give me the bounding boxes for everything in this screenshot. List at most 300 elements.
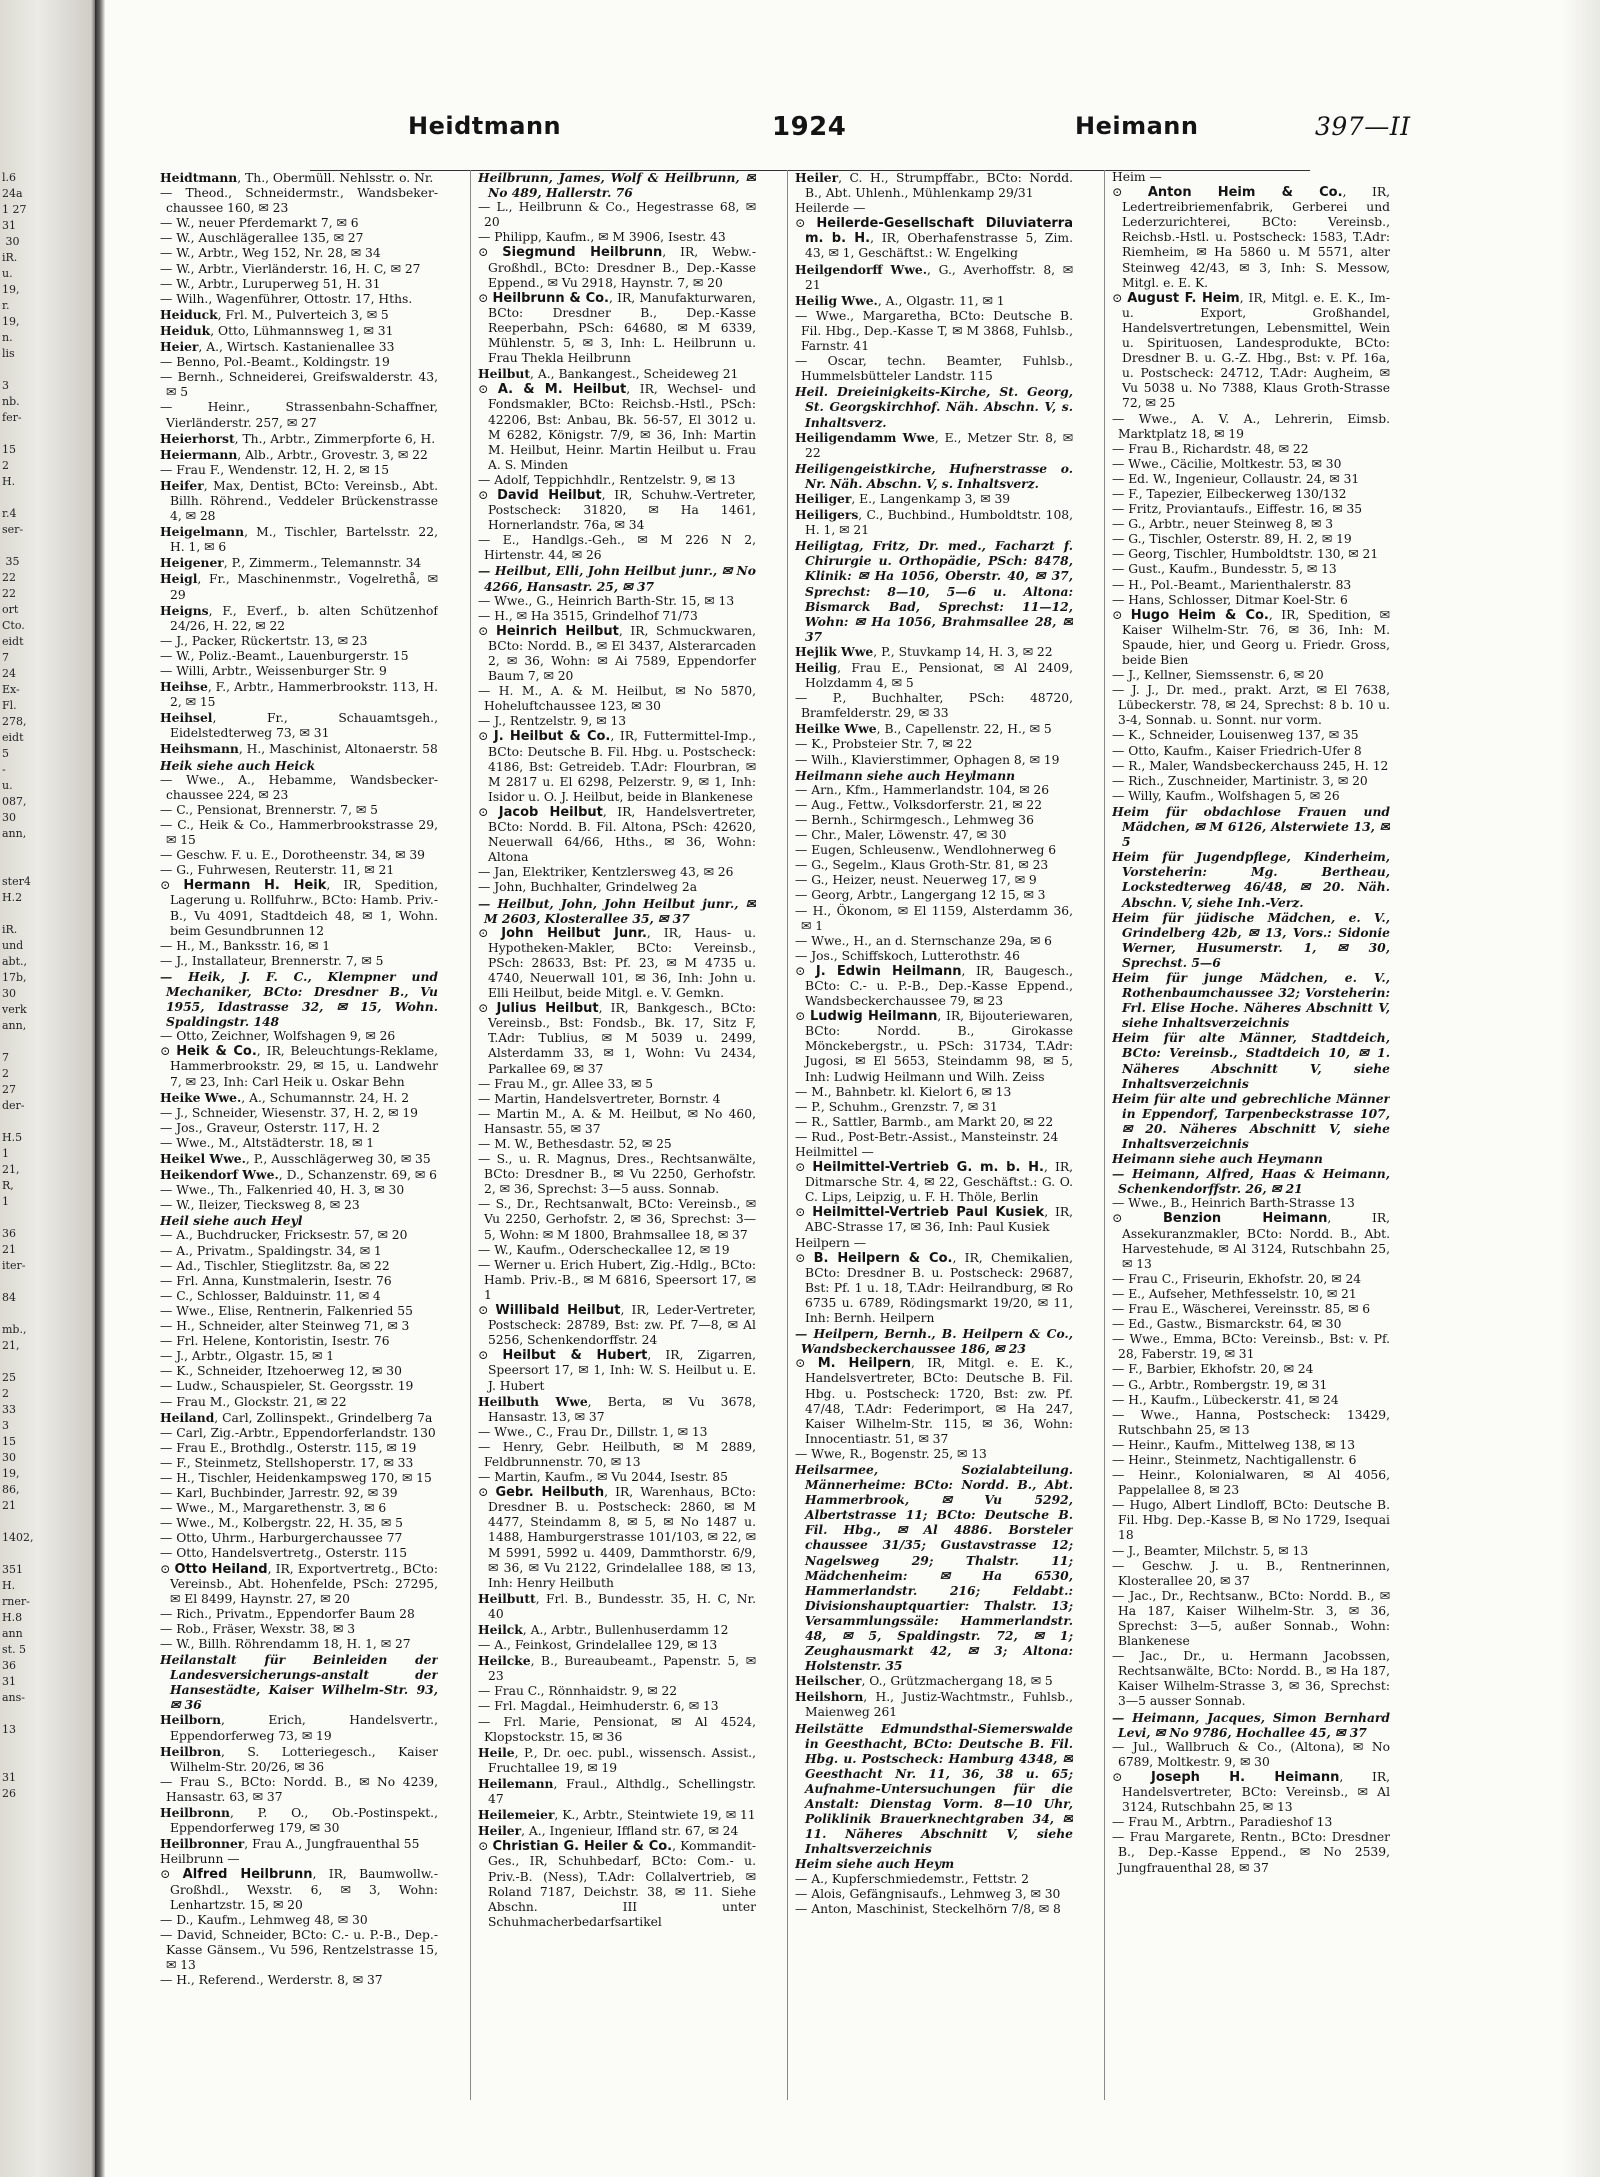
directory-entry: Heiligers, C., Buchbind., Humboldtstr. 108, H. 1, ✉ 21: [795, 507, 1073, 538]
directory-entry: ⊙ Anton Heim & Co., IR, Ledertreibriemenfabrik, Gerberei und Lederzurichterei, BCto: Vereinsb., Reichsb.-Hstl. u. Postscheck: 1583, T.Adr: Riemheim, ✉ Ha 5860 u. M 5571, alter Steinweg 42/43, ✉ 3, Inh: S. Messow, Mitgl. e. E. K.: [1112, 185, 1390, 290]
surname: Heikendorf Wwe.: [160, 1167, 279, 1183]
directory-entry: — C., Heik & Co., Hammerbrookstrasse 29, ✉ 15: [160, 817, 438, 848]
firm-name: J. Edwin Heilmann: [815, 963, 962, 979]
header-year: 1924: [772, 112, 847, 142]
surname: Heile: [478, 1744, 515, 1760]
directory-entry: — Gust., Kaufm., Bundesstr. 5, ✉ 13: [1112, 562, 1337, 577]
directory-entry: — Wwe., Elise, Rentnerin, Falkenried 55: [160, 1303, 413, 1318]
directory-entry: — Otto, Kaufm., Kaiser Friedrich-Ufer 8: [1112, 743, 1362, 758]
directory-entry: — Willy, Kaufm., Wolfshagen 5, ✉ 26: [1112, 788, 1340, 803]
firm-name: Heilmittel-Vertrieb Paul Kusiek: [812, 1205, 1045, 1221]
directory-column-3: [795, 170, 1073, 2100]
directory-entry: — G., Heizer, neust. Neuerweg 17, ✉ 9: [795, 873, 1037, 888]
directory-entry: — G., Arbtr., Rombergstr. 19, ✉ 31: [1112, 1377, 1328, 1392]
directory-entry: Heil siehe auch Heyl: [160, 1213, 303, 1229]
directory-entry: ⊙ August F. Heim, IR, Mitgl. e. E. K., Im- u. Export, Großhandel, Handelsvertretungen, Lebensmittel, Wein u. Spirituosen, Landesprodukte, BCto: Dresdner B. u. G.-Z. Hbg., Bst: v. Pf. 16a, u. Postscheck: 24712, T.Adr: Augheim, ✉ Vu 5038 u. No 7388, Klaus Groth-Strasse 72, ✉ 25: [1112, 290, 1390, 411]
directory-entry: Heiligengeistkirche, Hufnerstrasse o. Nr. Näh. Abschn. V, s. Inhaltsverz.: [795, 460, 1073, 491]
directory-entry: — Frau E., Brothdlg., Osterstr. 115, ✉ 19: [160, 1440, 417, 1455]
directory-entry: Heilborn, Erich, Handelsvertr., Eppendorferweg 73, ✉ 19: [160, 1712, 438, 1743]
surname: Heikel Wwe.: [160, 1151, 246, 1166]
directory-entry: Heike Wwe., A., Schumannstr. 24, H. 2: [160, 1089, 410, 1105]
directory-entry: Heihsmann, H., Maschinist, Altonaerstr. 58: [160, 741, 438, 757]
firm-name: M. Heilpern: [817, 1356, 911, 1372]
directory-entry: — Wwe., M., Kolbergstr. 22, H. 35, ✉ 5: [160, 1516, 403, 1531]
directory-entry: — C., Pensionat, Brennerstr. 7, ✉ 5: [160, 802, 378, 817]
directory-entry: — Wwe., Emma, BCto: Vereinsb., Bst: v. Pf. 28, Faberstr. 19, ✉ 31: [1112, 1332, 1390, 1362]
surname: Heilgendorff Wwe.: [795, 261, 928, 277]
directory-entry: — Adolf, Teppichhdlr., Rentzelstr. 9, ✉ 13: [478, 472, 736, 487]
directory-entry: — W., Ileizer, Tiecksweg 8, ✉ 23: [160, 1198, 360, 1213]
directory-entry: Heile, P., Dr. oec. publ., wissensch. Assist., Fruchtallee 19, ✉ 19: [478, 1744, 756, 1775]
directory-entry: — F., Barbier, Ekhofstr. 20, ✉ 24: [1112, 1362, 1314, 1377]
directory-entry: — Jan, Elektriker, Kentzlersweg 43, ✉ 26: [478, 865, 734, 880]
directory-entry: Heihse, F., Arbtr., Hammerbrookstr. 113, H. 2, ✉ 15: [160, 679, 438, 710]
firm-name: Christian G. Heiler & Co.: [492, 1839, 673, 1855]
directory-entry: — Philipp, Kaufm., ✉ M 3906, Isestr. 43: [478, 230, 726, 245]
directory-entry: — Jos., Schiffskoch, Lutterothstr. 46: [795, 948, 1020, 963]
directory-entry: Heilcke, B., Bureaubeamt., Papenstr. 5, ✉ 23: [478, 1653, 756, 1684]
surname: Heihsmann: [160, 741, 239, 757]
directory-entry: — Wilh., Wagenführer, Ottostr. 17, Hths.: [160, 291, 413, 306]
directory-entry: Heim für alte und gebrechliche Männer in Eppendorf, Tarpenbeckstrasse 107, ✉ 20. Näheres Abschnitt V, siehe Inhaltsverzeichnis: [1112, 1090, 1390, 1151]
column-divider: [470, 170, 471, 2100]
surname: Heidtmann: [160, 170, 238, 185]
directory-entry: — Wwe., G., Heinrich Barth-Str. 15, ✉ 13: [478, 593, 735, 608]
directory-entry: — Frl. Anna, Kunstmalerin, Isestr. 76: [160, 1273, 392, 1288]
directory-entry: ⊙ Heilmittel-Vertrieb Paul Kusiek, IR, ABC-Strasse 17, ✉ 36, Inh: Paul Kusiek: [795, 1205, 1073, 1235]
directory-entry: — Wwe, R., Bogenstr. 25, ✉ 13: [795, 1446, 987, 1461]
directory-entry: — Wwe., A., Hebamme, Wandsbecker-chaussee 224, ✉ 23: [160, 772, 438, 802]
directory-entry: — P., Schuhm., Grenzstr. 7, ✉ 31: [795, 1099, 998, 1114]
directory-entry: ⊙ Otto Heiland, IR, Exportvertretg., BCto: Vereinsb., Abt. Hohenfelde, PSch: 27295, ✉ El 8499, Haynstr. 27, ✉ 20: [160, 1561, 438, 1606]
surname: Heiliger: [795, 490, 852, 506]
directory-entry: Heier, A., Wirtsch. Kastanienallee 33: [160, 339, 395, 355]
directory-entry: ⊙ Heinrich Heilbut, IR, Schmuckwaren, BCto: Nordd. B., ✉ El 3437, Alsterarcaden 2, ✉ 36, Wohn: ✉ Ai 7589, Eppendorfer Baum 7, ✉ 20: [478, 623, 756, 684]
directory-entry: — Benno, Pol.-Beamt., Koldingstr. 19: [160, 355, 390, 370]
directory-entry: — Heik, J. F. C., Klempner und Mechaniker, BCto: Dresdner B., Vu 1955, Idastrasse 32, ✉ 15, Wohn. Spaldingstr. 148: [160, 968, 438, 1030]
directory-entry: — Arn., Kfm., Hammerlandstr. 104, ✉ 26: [795, 782, 1050, 797]
directory-entry: — Rich., Zuschneider, Martinistr. 3, ✉ 20: [1112, 773, 1368, 788]
directory-entry: — L., Heilbrunn & Co., Hegestrasse 68, ✉ 20: [478, 200, 756, 230]
directory-entry: ⊙ A. & M. Heilbut, IR, Wechsel- und Fondsmakler, BCto: Reichsb.-Hstl., PSch: 42206, Bst: Anbau, Bk. 56-57, El 3012 u. M 6282, Königstr. 7/9, ✉ 36, Inh: Martin M. Heilbut, Heinr. Martin Heilbut u. Frau A. S. Minden: [478, 382, 756, 472]
directory-entry: — E., Aufseher, Methfesselstr. 10, ✉ 21: [1112, 1286, 1357, 1301]
surname: Heiligendamm Wwe: [795, 429, 935, 445]
firm-name: August F. Heim: [1127, 290, 1240, 306]
directory-entry: — G., Segelm., Klaus Groth-Str. 81, ✉ 23: [795, 858, 1049, 873]
directory-entry: — Aug., Fettw., Volksdorferstr. 21, ✉ 22: [795, 797, 1043, 812]
directory-entry: Heim für jüdische Mädchen, e. V., Grindelberg 42b, ✉ 13, Vors.: Sidonie Werner, Husumerstr. 1, ✉ 30, Sprechst. 5—6: [1112, 909, 1390, 970]
directory-entry: Heiduck, Frl. M., Pulverteich 3, ✉ 5: [160, 306, 389, 322]
directory-entry: — J., Installateur, Brennerstr. 7, ✉ 5: [160, 953, 384, 968]
directory-entry: — Wwe., B., Heinrich Barth-Strasse 13: [1112, 1196, 1355, 1211]
directory-entry: — Karl, Buchbinder, Jarrestr. 92, ✉ 39: [160, 1486, 398, 1501]
directory-entry: Heilgendorff Wwe., G., Averhoffstr. 8, ✉ 21: [795, 261, 1073, 292]
directory-entry: — H., M., Banksstr. 16, ✉ 1: [160, 938, 331, 953]
directory-column-1: [160, 170, 438, 2100]
directory-entry: — Bernh., Schirmgesch., Lehmweg 36: [795, 812, 1034, 827]
firm-name: David Heilbut: [497, 487, 602, 503]
firm-name: Heinrich Heilbut: [495, 623, 619, 639]
directory-entry: — Heimann, Alfred, Haas & Heimann, Schenkendorffstr. 26, ✉ 21: [1112, 1166, 1390, 1197]
firm-name: John Heilbut Junr.: [501, 925, 647, 941]
directory-entry: — Martin M., A. & M. Heilbut, ✉ No 460, Hansastr. 55, ✉ 37: [478, 1106, 756, 1136]
directory-entry: — Geschw. J. u. B., Rentnerinnen, Klosterallee 20, ✉ 37: [1112, 1558, 1390, 1588]
directory-entry: Heilck, A., Arbtr., Bullenhuserdamm 12: [478, 1622, 729, 1637]
directory-entry: — Wwe., Margaretha, BCto: Deutsche B. Fil. Hbg., Dep.-Kasse T, ✉ M 3868, Fuhlsb., Farnstr. 41: [795, 308, 1073, 354]
surname: Heilbron: [160, 1743, 222, 1759]
directory-entry: ⊙ Julius Heilbut, IR, Bankgesch., BCto: Vereinsb., Bst: Fondsb., Bk. 17, Sitz F, T.Adr: Tublius, ✉ M 5039 u. 2499, Alsterdamm 33, ✉ 1, Wohn: Vu 2434, Parkallee 69, ✉ 37: [478, 1001, 756, 1076]
surname: Heilemann: [478, 1775, 554, 1791]
directory-entry: — W., Arbtr., Vierländerstr. 16, H. C, ✉ 27: [160, 261, 421, 276]
directory-entry: Heim für obdachlose Frauen und Mädchen, ✉ M 6126, Alsterwiete 13, ✉ 5: [1112, 803, 1390, 850]
firm-name: Alfred Heilbrunn: [182, 1867, 313, 1883]
directory-entry: — Geschw. F. u. E., Dorotheenstr. 34, ✉ 39: [160, 848, 425, 863]
directory-column-2: [478, 170, 756, 2100]
surname: Heiduk: [160, 322, 211, 338]
directory-entry: — Wwe., Th., Falkenried 40, H. 3, ✉ 30: [160, 1183, 405, 1198]
directory-entry: — Heinr., Strassenbahn-Schaffner, Vierländerstr. 257, ✉ 27: [160, 400, 438, 430]
directory-entry: — Jac., Dr., u. Hermann Jacobssen, Rechtsanwälte, BCto: Nordd. B., ✉ Ha 187, Kaiser Wilhelm-Strasse 3, ✉ 36, Sprechst: 3—5 ausser Sonnab.: [1112, 1649, 1390, 1709]
page-gutter: [95, 0, 105, 2177]
directory-entry: — H., Kaufm., Lübeckerstr. 41, ✉ 24: [1112, 1392, 1339, 1407]
directory-entry: — Fritz, Proviantaufs., Eiffestr. 16, ✉ 35: [1112, 502, 1363, 517]
directory-entry: — M. W., Bethesdastr. 52, ✉ 25: [478, 1137, 672, 1151]
directory-entry: — Martin, Handelsvertreter, Bornstr. 4: [478, 1091, 721, 1106]
directory-entry: — K., Probsteier Str. 7, ✉ 22: [795, 737, 973, 752]
directory-entry: — W., Auschlägerallee 135, ✉ 27: [160, 231, 364, 246]
directory-entry: — Ed., Gastw., Bismarckstr. 64, ✉ 30: [1112, 1317, 1342, 1332]
page-edge: [1560, 0, 1600, 2177]
directory-entry: — Frau F., Wendenstr. 12, H. 2, ✉ 15: [160, 462, 390, 477]
directory-entry: Heilstätte Edmundsthal-Siemerswalde in Geesthacht, BCto: Deutsche B. Fil. Hbg. u. Postscheck: Hamburg 4348, ✉ Geesthacht Nr. 11, 36, 38 u. 65; Aufnahme-Untersuchungen für die Anstalt: Dienstag Vorm. 8—10 Uhr, Poliklinik Brauerknechtgraben 34, ✉ 11. Näheres Abschnitt V, siehe Inhaltsverzeichnis: [795, 1720, 1073, 1857]
directory-entry: — Henry, Gebr. Heilbuth, ✉ M 2889, Feldbrunnenstr. 70, ✉ 13: [478, 1439, 756, 1469]
directory-entry: Heiermann, Alb., Arbtr., Grovestr. 3, ✉ 22: [160, 446, 428, 462]
surname: Heilbronn: [160, 1805, 230, 1821]
directory-entry: — Wwe., Hanna, Postscheck: 13429, Rutschbahn 25, ✉ 13: [1112, 1407, 1390, 1437]
directory-entry: — Chr., Maler, Löwenstr. 47, ✉ 30: [795, 828, 1007, 843]
directory-entry: Heilbrunn —: [160, 1852, 240, 1867]
surname: Heilig Wwe.: [795, 292, 878, 308]
header-right-word: Heimann: [1075, 112, 1199, 140]
firm-name: J. Heilbut & Co.: [493, 729, 611, 745]
directory-entry: Heigl, Fr., Maschinenmstr., Vogelrethå, ✉ 29: [160, 571, 438, 602]
directory-entry: — W., Poliz.-Beamt., Lauenburgerstr. 15: [160, 648, 409, 663]
surname: Heilke Wwe: [795, 721, 877, 737]
directory-entry: — Carl, Zig.-Arbtr., Eppendorferlandstr. 130: [160, 1425, 436, 1440]
directory-entry: ⊙ B. Heilpern & Co., IR, Chemikalien, BCto: Dresdner B. u. Postscheck: 29687, Bst: Pf. 1 u. 18, T.Adr: Heilrandburg, ✉ Ro 6735 u. 6789, Rödingsmarkt 19/20, ✉ 11, Inh: Bernh. Heilpern: [795, 1250, 1073, 1326]
firm-name: Anton Heim & Co.: [1147, 185, 1343, 201]
directory-entry: Heilerde —: [795, 201, 866, 216]
directory-entry: Heigelmann, M., Tischler, Bartelsstr. 22, H. 1, ✉ 6: [160, 524, 438, 555]
directory-entry: — Frau Margarete, Rentn., BCto: Dresdner B., Dep.-Kasse Eppend., ✉ No 2539, Jungfrauenthal 28, ✉ 37: [1112, 1830, 1390, 1875]
directory-entry: — Ad., Tischler, Stieglitzstr. 8a, ✉ 22: [160, 1258, 390, 1273]
directory-entry: Heihsel, Fr., Schauamtsgeh., Eidelstedterweg 73, ✉ 31: [160, 710, 438, 741]
surname: Heilborn: [160, 1712, 222, 1728]
directory-entry: — Frau M., gr. Allee 33, ✉ 5: [478, 1076, 654, 1091]
directory-entry: — Heinr., Steinmetz, Nachtigallenstr. 6: [1112, 1452, 1357, 1467]
header-page-number: 397—II: [1315, 112, 1411, 141]
directory-entry: Heikel Wwe., P., Ausschlägerweg 30, ✉ 35: [160, 1151, 431, 1166]
directory-entry: Heim für alte Männer, Stadtdeich, BCto: Vereinsb., Stadtdeich 10, ✉ 1. Näheres Abschnitt V, siehe Inhaltsverzeichnis: [1112, 1030, 1390, 1091]
directory-entry: ⊙ J. Edwin Heilmann, IR, Baugesch., BCto: C.- u. P.-B., Dep.-Kasse Eppend., Wandsbeckerchaussee 79, ✉ 23: [795, 963, 1073, 1009]
directory-entry: — Ludw., Schauspieler, St. Georgsstr. 19: [160, 1379, 414, 1394]
directory-entry: — Wwe., M., Margarethenstr. 3, ✉ 6: [160, 1501, 387, 1516]
directory-entry: — S., u. R. Magnus, Dres., Rechtsanwälte, BCto: Dresdner B., ✉ Vu 2250, Gerhofstr. 2, ✉ 36, Sprechst: 3—5 auss. Sonnab.: [478, 1152, 756, 1197]
directory-entry: Heiler, C. H., Strumpffabr., BCto: Nordd. B., Abt. Uhlenh., Mühlenkamp 29/31: [795, 170, 1073, 201]
directory-entry: Heilsarmee, Sozialabteilung. Männerheime: BCto: Nordd. B., Abt. Hammerbrook, ✉ Vu 5292, Albertstrasse 11; BCto: Deutsche B. Fil. Hbg., ✉ Al 4886. Borsteler chaussee 31/35; Gustavstrasse 12; Nagelsweg 29; Thalstr. 11; Mädchenheim: ✉ Ha 6530, Hammerlandstr. 216; Feldabt.: Divisionshauptquartier: Thalstr. 13; Versammlungssäle: Hammerlandstr. 48, ✉ 5, Spaldingstr. 72, ✉ 1; Zeughausmarkt 42, ✉ 3; Altona: Holstenstr. 35: [795, 1461, 1073, 1674]
directory-entry: — Heinr., Kolonialwaren, ✉ Al 4056, Pappelallee 8, ✉ 23: [1112, 1468, 1390, 1498]
directory-entry: Hejlik Wwe, P., Stuvkamp 14, H. 3, ✉ 22: [795, 643, 1053, 659]
directory-entry: — P., Buchhalter, PSch: 48720, Bramfelderstr. 29, ✉ 33: [795, 691, 1073, 721]
directory-entry: — J., Schneider, Wiesenstr. 37, H. 2, ✉ 19: [160, 1105, 419, 1120]
directory-entry: ⊙ Heik & Co., IR, Beleuchtungs-Reklame, Hammerbrookstr. 29, ✉ 15, u. Landwehr 7, ✉ 23, Inh: Carl Heik u. Oskar Behn: [160, 1044, 438, 1089]
firm-name: Hugo Heim & Co.: [1130, 607, 1269, 623]
directory-entry: — Frau M., Glockstr. 21, ✉ 22: [160, 1394, 347, 1409]
directory-entry: Heilig Wwe., A., Olgastr. 11, ✉ 1: [795, 292, 1005, 308]
directory-entry: ⊙ Heilbrunn & Co., IR, Manufakturwaren, BCto: Dresdner B., Dep.-Kasse Reeperbahn, PSch: 64680, ✉ M 6339, Mühlenstr. 5, ✉ 3, Inh: L. Heilbrunn u. Frau Thekla Heilbrunn: [478, 290, 756, 366]
directory-entry: — G., Arbtr., neuer Steinweg 8, ✉ 3: [1112, 517, 1334, 532]
directory-entry: — C., Schlosser, Balduinstr. 11, ✉ 4: [160, 1288, 381, 1303]
directory-entry: Heilemeier, K., Arbtr., Steintwiete 19, ✉ 11: [478, 1807, 756, 1823]
directory-entry: Heiliger, E., Langenkamp 3, ✉ 39: [795, 490, 1011, 506]
directory-entry: ⊙ Hugo Heim & Co., IR, Spedition, ✉ Kaiser Wilhelm-Str. 76, ✉ 36, Inh: M. Spaude, hier, und Georg u. Friedr. Gross, beide Bien: [1112, 607, 1390, 667]
directory-entry: — Frl. Magdal., Heimhuderstr. 6, ✉ 13: [478, 1699, 719, 1714]
directory-entry: — Bernh., Schneiderei, Greifswalderstr. 43, ✉ 5: [160, 370, 438, 400]
directory-entry: — W., Kaufm., Oderscheckallee 12, ✉ 19: [478, 1242, 730, 1257]
directory-entry: — Jul., Wallbruch & Co., (Altona), ✉ No 6789, Moltkestr. 9, ✉ 30: [1112, 1739, 1390, 1769]
directory-entry: — J., Rentzelstr. 9, ✉ 13: [478, 714, 627, 729]
directory-entry: — K., Schneider, Louisenweg 137, ✉ 35: [1112, 728, 1359, 743]
directory-entry: — Frl. Marie, Pensionat, ✉ Al 4524, Klopstockstr. 15, ✉ 36: [478, 1714, 756, 1744]
directory-entry: Heil. Dreieinigkeits-Kirche, St. Georg, St. Georgskirchhof. Näh. Abschn. V, s. Inhaltsverz.: [795, 384, 1073, 430]
directory-entry: ⊙ J. Heilbut & Co., IR, Futtermittel-Imp., BCto: Deutsche B. Fil. Hbg. u. Postscheck: 4186, Bst: Getreideb. T.Adr: Flourbran, ✉ M 2817 u. El 6298, Pelzerstr. 9, ✉ 1, Inh: Isidor u. O. J. Heilbut, beide in Blankenese: [478, 729, 756, 804]
directory-entry: — Wwe., C., Frau Dr., Dillstr. 1, ✉ 13: [478, 1424, 708, 1439]
column-divider: [787, 170, 788, 2100]
directory-entry: Heiligendamm Wwe, E., Metzer Str. 8, ✉ 22: [795, 429, 1073, 460]
directory-entry: — J., Beamter, Milchstr. 5, ✉ 13: [1112, 1543, 1309, 1558]
firm-name: Otto Heiland: [174, 1561, 268, 1577]
directory-entry: — Heinr., Kaufm., Mittelweg 138, ✉ 13: [1112, 1437, 1356, 1452]
directory-entry: Heilmann siehe auch Heylmann: [795, 767, 1016, 783]
firm-name: Heilbrunn & Co.: [492, 290, 609, 306]
firm-name: Ludwig Heilmann: [810, 1009, 938, 1025]
directory-entry: — M., Bahnbetr. kl. Kielort 6, ✉ 13: [795, 1084, 1012, 1099]
directory-entry: — D., Kaufm., Lehmweg 48, ✉ 30: [160, 1912, 368, 1927]
surname: Heilscher: [795, 1673, 862, 1689]
directory-entry: ⊙ M. Heilpern, IR, Mitgl. e. E. K., Handelsvertreter, BCto: Deutsche B. Fil. Hbg. u. Postscheck: 1720, Bst: zw. Pf. 47/48, T.Adr: Federimport, ✉ Ha 247, Kaiser Wilhelm-Str. 115, ✉ 36, Wohn: Innocentiastr. 51, ✉ 37: [795, 1356, 1073, 1446]
surname: Heigns: [160, 602, 209, 618]
directory-entry: — Frau B., Richardstr. 48, ✉ 22: [1112, 441, 1309, 456]
directory-entry: — Heilbut, John, John Heilbut junr., ✉ M 2603, Klosterallee 35, ✉ 37: [478, 895, 756, 926]
directory-entry: — H., Ökonom, ✉ El 1159, Alsterdamm 36, ✉ 1: [795, 903, 1073, 933]
firm-name: Heik & Co.: [176, 1044, 257, 1060]
firm-name: Willibald Heilbut: [495, 1303, 621, 1319]
directory-entry: — Frau C., Rönnhaidstr. 9, ✉ 22: [478, 1684, 678, 1699]
directory-entry: Heilemann, Fraul., Althdlg., Schellingstr. 47: [478, 1775, 756, 1807]
directory-entry: Heik siehe auch Heick: [160, 757, 316, 773]
directory-entry: — Frau S., BCto: Nordd. B., ✉ No 4239, Hansastr. 63, ✉ 37: [160, 1774, 438, 1804]
directory-entry: — J. J., Dr. med., prakt. Arzt, ✉ El 7638, Lübeckerstr. 78, ✉ 24, Sprechst: 8 b. 10 u. 3-4, Sonnab. u. Sonnt. nur vorm.: [1112, 683, 1390, 728]
directory-entry: Heilanstalt für Beinleiden der Landesversicherungs-anstalt der Hansestädte, Kaiser Wilhelm-Str. 93, ✉ 36: [160, 1652, 438, 1713]
directory-entry: ⊙ Heilmittel-Vertrieb G. m. b. H., IR, Ditmarsche Str. 4, ✉ 22, Geschäftst.: G. O. C. Lips, Leipzig, u. F. H. Thöle, Berlin: [795, 1160, 1073, 1205]
directory-entry: — H., Referend., Werderstr. 8, ✉ 37: [160, 1973, 383, 1988]
directory-entry: Heilbutt, Frl. B., Bundesstr. 35, H. C, Nr. 40: [478, 1590, 756, 1621]
directory-entry: Heim siehe auch Heym: [795, 1856, 955, 1872]
directory-entry: Heierhorst, Th., Arbtr., Zimmerpforte 6, H.: [160, 430, 436, 446]
directory-entry: ⊙ Heilbut & Hubert, IR, Zigarren, Speersort 17, ✉ 1, Inh: W. S. Heilbut u. E. J. Hubert: [478, 1348, 756, 1393]
directory-entry: — K., Schneider, Itzehoerweg 12, ✉ 30: [160, 1364, 402, 1379]
directory-column-4: [1112, 170, 1390, 2100]
directory-entry: — Otto, Zeichner, Wolfshagen 9, ✉ 26: [160, 1029, 396, 1044]
directory-entry: — H., Pol.-Beamt., Marienthalerstr. 83: [1112, 577, 1352, 592]
directory-entry: — Hugo, Albert Lindloff, BCto: Deutsche B. Fil. Hbg. Dep.-Kasse B, ✉ No 1729, Isequai 18: [1112, 1498, 1390, 1543]
directory-entry: — John, Buchhalter, Grindelweg 2a: [478, 880, 698, 895]
directory-entry: — Jos., Graveur, Osterstr. 117, H. 2: [160, 1120, 380, 1135]
directory-entry: — Rob., Fräser, Wexstr. 38, ✉ 3: [160, 1621, 356, 1636]
directory-entry: Heimann siehe auch Heymann: [1112, 1151, 1323, 1167]
directory-entry: — G., Tischler, Osterstr. 89, H. 2, ✉ 19: [1112, 532, 1352, 547]
directory-entry: Heilke Wwe, B., Capellenstr. 22, H., ✉ 5: [795, 721, 1052, 737]
directory-entry: — J., Kellner, Siemssenstr. 6, ✉ 20: [1112, 668, 1324, 683]
directory-entry: Heilig, Frau E., Pensionat, ✉ Al 2409, Holzdamm 4, ✉ 5: [795, 660, 1073, 691]
firm-name: Heilbut & Hubert: [502, 1348, 648, 1364]
firm-name: Jacob Heilbut: [498, 804, 603, 820]
directory-entry: — H., Schneider, alter Steinweg 71, ✉ 3: [160, 1319, 410, 1334]
surname: Heigener: [160, 555, 224, 571]
surname: Heiduck: [160, 306, 218, 322]
surname: Heiermann: [160, 446, 238, 462]
directory-entry: Heigns, F., Everf., b. alten Schützenhof 24/26, H. 22, ✉ 22: [160, 602, 438, 633]
directory-entry: ⊙ Heilerde-Gesellschaft Diluviaterra m. b. H., IR, Oberhafenstrasse 5, Zim. 43, ✉ 1, Geschäftst.: W. Engelking: [795, 216, 1073, 261]
surname: Heilbutt: [478, 1590, 536, 1606]
surname: Heihse: [160, 679, 208, 695]
directory-entry: Heim für junge Mädchen, e. V., Rothenbaumchaussee 32; Vorsteherin: Frl. Elise Hoche. Näheres Abschnitt V, siehe Inhaltsverzeichnis: [1112, 969, 1390, 1031]
surname: Heihsel: [160, 710, 213, 726]
directory-entry: Heiduk, Otto, Lühmannsweg 1, ✉ 31: [160, 322, 394, 338]
firm-name: A. & M. Heilbut: [497, 382, 627, 398]
directory-entry: — W., Arbtr., Luruperweg 51, H. 31: [160, 276, 381, 291]
surname: Heier: [160, 339, 199, 355]
directory-entry: — E., Handlgs.-Geh., ✉ M 226 N 2, Hirtenstr. 44, ✉ 26: [478, 533, 756, 563]
directory-entry: — H. M., A. & M. Heilbut, ✉ No 5870, Hoheluftchaussee 123, ✉ 30: [478, 684, 756, 714]
directory-entry: — Eugen, Schleusenw., Wendlohnerweg 6: [795, 843, 1057, 858]
surname: Heiler: [795, 170, 839, 185]
directory-entry: ⊙ Gebr. Heilbuth, IR, Warenhaus, BCto: Dresdner B. u. Postscheck: 2860, ✉ M 4477, Steindamm 8, ✉ 5, ✉ No 1487 u. 1488, Hamburgerstrasse 101/103, ✉ 22, ✉ M 5991, 5992 u. 4409, Dammthorstr. 6/9, ✉ 36, ✉ Vu 2122, Grindelallee 188, ✉ 13, Inh: Henry Heilbuth: [478, 1485, 756, 1590]
directory-entry: — Heimann, Jacques, Simon Bernhard Levi, ✉ No 9786, Hochallee 45, ✉ 37: [1112, 1709, 1390, 1740]
directory-entry: Heidtmann, Th., Obermüll. Nehlsstr. o. Nr.: [160, 170, 434, 185]
directory-entry: Heigener, P., Zimmerm., Telemannstr. 34: [160, 555, 422, 571]
firm-name: Julius Heilbut: [496, 1001, 599, 1017]
directory-entry: Heim —: [1112, 170, 1162, 184]
directory-entry: ⊙ Alfred Heilbrunn, IR, Baumwollw.-Großhdl., Wexstr. 6, ✉ 3, Wohn: Lenhartzstr. 15, ✉ 20: [160, 1867, 438, 1912]
directory-entry: ⊙ John Heilbut Junr., IR, Haus- u. Hypotheken-Makler, BCto: Vereinsb., PSch: 28633, Bst: Pf. 23, ✉ M 4735 u. 4740, Neuerwall 101, ✉ 36, Inh: John u. Elli Heilbut, beide Mitgl. e. V. Gemkn.: [478, 925, 756, 1001]
firm-name: Gebr. Heilbuth: [495, 1485, 605, 1501]
directory-entry: Heiligtag, Fritz, Dr. med., Facharzt f. Chirurgie u. Orthopädie, PSch: 8478, Klinik: ✉ Ha 1056, Oberstr. 40, ✉ 37, Sprechst: 8—10, 5—6 u. Altona: Bismarck Bad, Sprechst: 11—12, Wohn: ✉ Ha 1056, Brahmsallee 28, ✉ 37: [795, 538, 1073, 644]
directory-entry: — Frau M., Arbtrn., Paradieshof 13: [1112, 1815, 1333, 1830]
directory-entry: — Frau E., Wäscherei, Vereinsstr. 85, ✉ 6: [1112, 1302, 1371, 1317]
directory-entry: — Wwe., Cäcilie, Moltkestr. 53, ✉ 30: [1112, 456, 1342, 471]
directory-entry: ⊙ Christian G. Heiler & Co., Kommandit-Ges., IR, Schuhbedarf, BCto: Com.- u. Priv.-B. (Ness), T.Adr: Collalvertrieb, ✉ Roland 7187, Deichstr. 38, ✉ 11. Siehe Abschn. III unter Schuhmacherbedarfsartikel: [478, 1839, 756, 1929]
directory-entry: — Rud., Post-Betr.-Assist., Mansteinstr. 24: [795, 1129, 1059, 1144]
firm-name: Siegmund Heilbrunn: [502, 245, 663, 261]
directory-entry: Heilbrunn, James, Wolf & Heilbrunn, ✉ No 489, Hallerstr. 76: [478, 170, 756, 201]
directory-entry: — Ed. W., Ingenieur, Collaustr. 24, ✉ 31: [1112, 471, 1360, 486]
firm-name: Hermann H. Heik: [183, 878, 327, 894]
directory-entry: — Martin, Kaufm., ✉ Vu 2044, Isestr. 85: [478, 1470, 728, 1485]
surname: Heilshorn: [795, 1689, 864, 1705]
surname: Heiland: [160, 1409, 215, 1425]
directory-entry: Heilbron, S. Lotteriegesch., Kaiser Wilhelm-Str. 20/26, ✉ 36: [160, 1743, 438, 1774]
surname: Heilbronner: [160, 1836, 245, 1852]
directory-entry: — J., Packer, Rückertstr. 13, ✉ 23: [160, 633, 368, 648]
directory-entry: — S., Dr., Rechtsanwalt, BCto: Vereinsb., ✉ Vu 2250, Gerhofstr. 2, ✉ 36, Sprechst: 3—5, Wohn: ✉ M 1800, Brahmsallee 18, ✉ 37: [478, 1197, 756, 1242]
directory-entry: ⊙ Willibald Heilbut, IR, Leder-Vertreter, Postscheck: 28789, Bst: zw. Pf. 7—8, ✉ Al 5256, Schenkendorffstr. 24: [478, 1303, 756, 1348]
surname: Heiligers: [795, 507, 859, 523]
directory-entry: — Heilpern, Bernh., B. Heilpern & Co., Wandsbeckerchaussee 186, ✉ 23: [795, 1326, 1073, 1357]
directory-entry: — Anton, Maschinist, Steckelhörn 7/8, ✉ 8: [795, 1901, 1061, 1916]
directory-entry: Heilbut, A., Bankangest., Scheideweg 21: [478, 366, 739, 382]
directory-entry: ⊙ Siegmund Heilbrunn, IR, Webw.-Großhdl., BCto: Dresdner B., Dep.-Kasse Eppend., ✉ Vu 2918, Haynstr. 7, ✉ 20: [478, 245, 756, 290]
surname: Heierhorst: [160, 430, 235, 446]
directory-entry: — Frl. Helene, Kontoristin, Isestr. 76: [160, 1334, 390, 1349]
surname: Heilbut: [478, 366, 531, 382]
directory-entry: — Theod., Schneidermstr., Wandsbeker-chaussee 160, ✉ 23: [160, 186, 438, 216]
surname: Hejlik Wwe: [795, 643, 874, 659]
directory-entry: Heikendorf Wwe., D., Schanzenstr. 69, ✉ 6: [160, 1167, 437, 1183]
surname: Heilcke: [478, 1653, 531, 1669]
header-left-word: Heidtmann: [408, 112, 562, 140]
surname: Heilig: [795, 660, 838, 675]
directory-entry: Heilscher, O., Grützmachergang 18, ✉ 5: [795, 1673, 1053, 1689]
directory-entry: Heilpern —: [795, 1235, 867, 1250]
directory-entry: — A., Feinkost, Grindelallee 129, ✉ 13: [478, 1638, 718, 1653]
surname: Heilck: [478, 1622, 523, 1637]
directory-entry: — Alois, Gefängnisaufs., Lehmweg 3, ✉ 30: [795, 1886, 1061, 1901]
directory-entry: Heilbuth Wwe, Berta, ✉ Vu 3678, Hansastr. 13, ✉ 37: [478, 1393, 756, 1424]
firm-name: Joseph H. Heimann: [1151, 1769, 1340, 1785]
directory-entry: Heifer, Max, Dentist, BCto: Vereinsb., Abt. Billh. Röhrend., Veddeler Brückenstrasse 4, ✉ 28: [160, 477, 438, 524]
directory-entry: — A., Privatm., Spaldingstr. 34, ✉ 1: [160, 1243, 382, 1258]
directory-entry: — W., Arbtr., Weg 152, Nr. 28, ✉ 34: [160, 246, 381, 261]
directory-entry: — Wwe., A. V. A., Lehrerin, Eimsb. Marktplatz 18, ✉ 19: [1112, 411, 1390, 441]
surname: Heilbuth Wwe: [478, 1393, 588, 1409]
surname: Heifer: [160, 477, 204, 493]
directory-entry: ⊙ Joseph H. Heimann, IR, Handelsvertreter, BCto: Vereinsb., ✉ Al 3124, Rutschbahn 25, ✉ 13: [1112, 1769, 1390, 1815]
running-header: [160, 112, 1585, 150]
left-page-fragment: l.6 24a 1 27 31 30 iR. u. 19, r. 19, n. lis 3 nb. fer- 15 2 H. r.4 ser- 35 22 22 ort Cto. eidt 7 24 Ex- Fl. 278, eidt 5 - u. 087, 30 ann, ster4 H.2 iR. und abt., 17b, 30 verk ann, 7 2 27 der- H.5 1 21, R, 1 36 21 iter- 84 mb., 21, 25 2 33 3 15 30 19, 86, 21 1402, 351 H. rner- H.8 ann st. 5 36 31 ans- 13 31 26: [2, 171, 34, 1800]
directory-entry: — Hans, Schlosser, Ditmar Koel-Str. 6: [1112, 592, 1348, 607]
surname: Heigl: [160, 571, 198, 587]
directory-entry: — R., Sattler, Barmb., am Markt 20, ✉ 22: [795, 1114, 1054, 1129]
directory-entry: — F., Steinmetz, Stellshoperstr. 17, ✉ 33: [160, 1455, 414, 1470]
directory-entry: Heilshorn, H., Justiz-Wachtmstr., Fuhlsb., Maienweg 261: [795, 1689, 1073, 1720]
left-page-binding: [0, 0, 95, 2177]
directory-entry: — Otto, Uhrm., Harburgerchaussee 77: [160, 1531, 403, 1546]
directory-entry: — David, Schneider, BCto: C.- u. P.-B., Dep.-Kasse Gänsem., Vu 596, Rentzelstrasse 15, ✉ 13: [160, 1927, 438, 1972]
directory-entry: — R., Maler, Wandsbeckerchauss 245, H. 12: [1112, 758, 1389, 773]
firm-name: Heilmittel-Vertrieb G. m. b. H.: [812, 1160, 1044, 1176]
directory-entry: — Werner u. Erich Hubert, Zig.-Hdlg., BCto: Hamb. Priv.-B., ✉ M 6816, Speersort 17, ✉ 1: [478, 1257, 756, 1302]
directory-entry: — A., Kupferschmiedemstr., Fettstr. 2: [795, 1871, 1029, 1886]
directory-entry: — Willi, Arbtr., Weissenburger Str. 9: [160, 664, 387, 678]
directory-entry: — W., neuer Pferdemarkt 7, ✉ 6: [160, 216, 359, 231]
directory-entry: Heiland, Carl, Zollinspekt., Grindelberg 7a: [160, 1409, 433, 1425]
directory-entry: — Otto, Handelsvertretg., Osterstr. 115: [160, 1546, 408, 1561]
surname: Heilemeier: [478, 1807, 555, 1823]
directory-entry: — Georg, Tischler, Humboldtstr. 130, ✉ 21: [1112, 547, 1379, 562]
directory-entry: — Heilbut, Elli, John Heilbut junr., ✉ No 4266, Hansastr. 25, ✉ 37: [478, 563, 756, 594]
directory-entry: Heiler, A., Ingenieur, Iffland str. 67, ✉ 24: [478, 1823, 739, 1839]
